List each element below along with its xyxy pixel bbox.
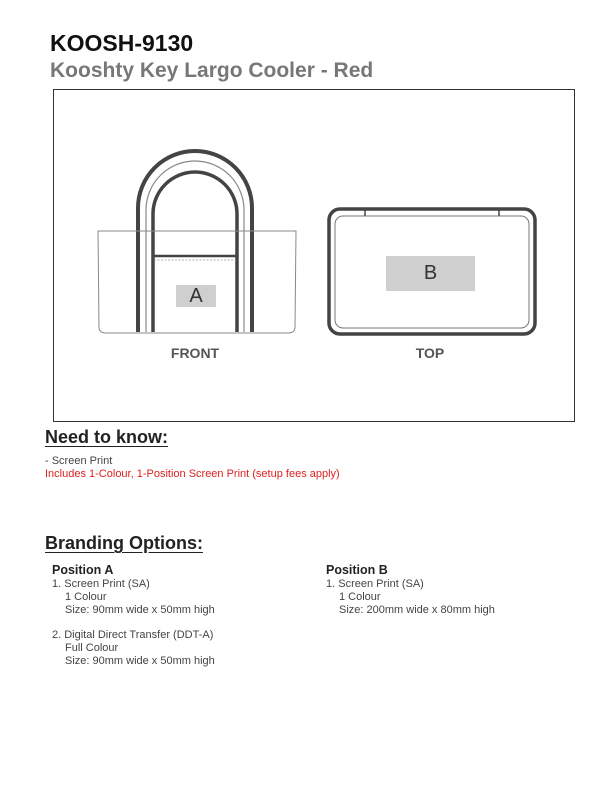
product-code: KOOSH-9130 [50,30,194,56]
option-colours: Full Colour [65,642,119,654]
need-to-know-notice: Includes 1-Colour, 1-Position Screen Print (setup fees apply) [45,468,340,480]
branding-options-heading: Branding Options: [45,533,203,553]
position-b-column [326,563,586,629]
front-body [98,231,296,333]
option-size: Size: 90mm wide x 50mm high [65,655,215,667]
option-colours: 1 Colour [65,591,107,603]
position-a-option-2 [52,629,312,668]
option-size: Size: 90mm wide x 50mm high [65,604,215,616]
position-b-title: Position B [326,563,388,577]
option-method: 2. Digital Direct Transfer (DDT-A) [52,629,214,641]
position-b-marker: B [423,262,438,284]
option-method: 1. Screen Print (SA) [52,578,150,590]
top-view-label: TOP [415,345,445,361]
cooler-drawing [54,90,576,423]
position-a-column [52,563,312,680]
product-diagram [53,89,575,422]
need-to-know-heading: Need to know: [45,427,169,447]
option-method: 1. Screen Print (SA) [326,578,424,590]
position-a-marker: A [189,285,203,307]
option-colours: 1 Colour [339,591,381,603]
position-a-option-1 [52,578,312,617]
front-view-label: FRONT [170,345,220,361]
position-a-title: Position A [52,563,114,577]
need-to-know-line: - Screen Print [45,455,113,467]
product-name: Kooshty Key Largo Cooler - Red [50,59,374,82]
option-size: Size: 200mm wide x 80mm high [339,604,495,616]
position-b-option-1 [326,578,586,617]
